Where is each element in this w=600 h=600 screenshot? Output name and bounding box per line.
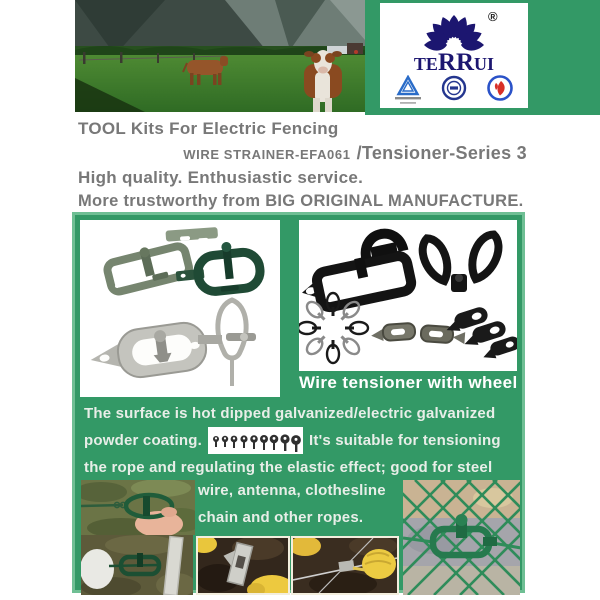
yellow-gloves-wire-photo xyxy=(291,536,399,595)
round-red-flame-cert-badge xyxy=(489,77,512,100)
product-subtitle xyxy=(183,143,527,164)
description-line-3: the rope and regulating the elastic effect; good for steel xyxy=(84,459,493,476)
pasture-cows-photo xyxy=(75,0,365,112)
registered-trademark-icon: ® xyxy=(488,9,498,24)
round-navy-cert-badge xyxy=(443,77,465,99)
right-panel-caption: Wire tensioner with wheel xyxy=(299,373,518,392)
brand-text-rr: RR xyxy=(437,49,475,76)
page-title: TOOL Kits For Electric Fencing xyxy=(78,119,339,138)
brand-wordmark xyxy=(380,49,528,77)
tensioner-on-wire-with-post-photo xyxy=(81,535,193,595)
black-tensioners-with-wheel-photo xyxy=(299,220,517,371)
certification-badges xyxy=(388,75,520,105)
product-series: /Tensioner-Series 3 xyxy=(356,143,527,163)
green-content-block xyxy=(72,212,525,593)
brand-panel xyxy=(380,3,528,108)
brand-text-ui: UI xyxy=(474,54,495,74)
description-line-2-start: powder coating. xyxy=(84,432,203,449)
right-product-panel xyxy=(299,220,517,371)
description-line-4: wire, antenna, clothesline xyxy=(198,482,386,499)
chainlink-fence-green-tensioner-photo xyxy=(403,480,520,595)
hand-holding-tensioner-grass-photo xyxy=(81,480,195,535)
description-line-1: The surface is hot dipped galvanized/electric galvanized xyxy=(84,405,496,422)
yellow-glove-insulator-photo xyxy=(196,536,290,595)
description-line-5: chain and other ropes. xyxy=(198,509,364,526)
product-code: WIRE STRAINER-EFA061 xyxy=(183,147,351,162)
tagline-quality: High quality. Enthusiastic service. xyxy=(78,168,364,187)
tagline-trust: More trustworthy from BIG ORIGINAL MANUFACTURE. xyxy=(78,192,524,210)
left-product-panel xyxy=(80,220,280,397)
brand-text-te: TE xyxy=(413,54,438,74)
triangle-cert-badge xyxy=(395,77,421,104)
pasture-cows-illustration xyxy=(75,0,365,112)
description-line-2 xyxy=(84,427,501,454)
tensioner-size-range-photo xyxy=(208,427,303,454)
silver-and-green-tensioners-photo xyxy=(80,220,280,397)
description-line-2-end: It's suitable for tensioning xyxy=(309,432,501,449)
